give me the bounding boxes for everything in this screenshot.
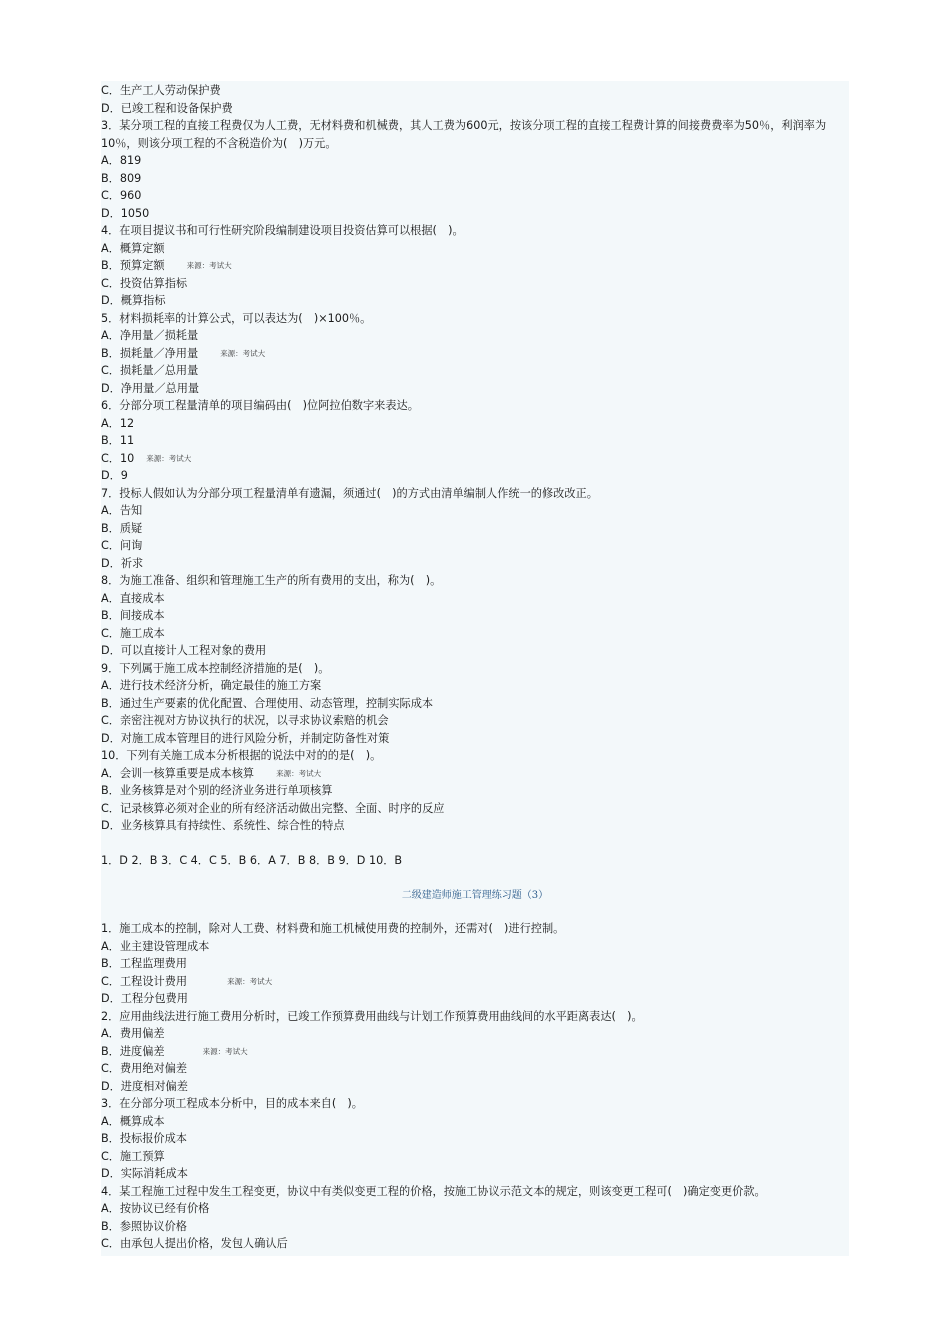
option-line: C．投资估算指标 [101, 276, 188, 290]
option-line: B．间接成本 [101, 609, 165, 622]
question-line: 4．在项目提议书和可行性研究阶段编制建设项目投资估算可以根据( )。 [101, 224, 464, 237]
source-tag: 来源：考试大 [186, 261, 232, 270]
option-line: A．概算成本 [101, 1114, 165, 1128]
option-line: D．净用量／总用量 [101, 381, 200, 395]
option-line: A．净用量／损耗量 [101, 329, 199, 342]
option-line: D．工程分包费用 [101, 992, 188, 1005]
option-line: A．按协议已经有价格 [101, 1202, 210, 1215]
option-line: A．费用偏差 [101, 1027, 165, 1040]
option-line: B．进度偏差 来源：考试大 [101, 1044, 248, 1058]
option-line: B．预算定额 来源：考试大 [101, 259, 232, 272]
option-line: B．损耗量／净用量 来源：考试大 [101, 346, 266, 360]
option-line: A．业主建设管理成本 [101, 939, 210, 953]
option-line: C．960 [101, 189, 142, 202]
option-line: D．概算指标 [101, 294, 166, 307]
option-line: C．问询 [101, 539, 143, 552]
question-line: 6．分部分项工程量清单的项目编码由( )位阿拉伯数字来表达。 [101, 399, 419, 412]
option-line: C．损耗量／总用量 [101, 364, 199, 377]
option-line: B．11 [101, 434, 135, 447]
question-line: 9．下列属于施工成本控制经济措施的是( )。 [101, 661, 330, 675]
option-line: A．会训一核算重要是成本核算 来源：考试大 [101, 766, 322, 780]
answer-key: 1．D 2．B 3．C 4．C 5．B 6．A 7．B 8．B 9．D 10．B [101, 854, 403, 867]
option-line: B．业务核算是对个别的经济业务进行单项核算 [101, 784, 333, 797]
option-line: B．通过生产要素的优化配置、合理使用、动态管理，控制实际成本 [101, 696, 434, 710]
option-line: D．9 [101, 469, 128, 482]
option-line: A．告知 [101, 504, 143, 517]
option-line: D．业务核算具有持续性、系统性、综合性的特点 [101, 819, 345, 832]
source-tag: 来源：考试大 [227, 976, 273, 986]
option-line: D．进度相对偏差 [101, 1079, 188, 1093]
option-line: C．施工成本 [101, 626, 165, 640]
option-line: D．实际消耗成本 [101, 1167, 188, 1180]
option-line: B．809 [101, 171, 142, 185]
question-line: 5．材料损耗率的计算公式，可以表达为( )×100％。 [101, 311, 372, 325]
option-line: C．亲密注视对方协议执行的状况，以寻求协议索赔的机会 [101, 714, 389, 727]
question-line: 10．下列有关施工成本分析根据的说法中对的的是( )。 [101, 749, 382, 762]
option-line: B．工程监理费用 [101, 957, 187, 970]
question-line: 2．应用曲线法进行施工费用分析时，已竣工作预算费用曲线与计划工作预算费用曲线间的水平距离表达( )。 [101, 1009, 643, 1023]
question-line: 3．某分项工程的直接工程费仅为人工费，无材料费和机械费，其人工费为600元，按该分项工程的直接工程费计算的间接费费率为50％，利润率为10％，则该分项工程的不含税造价为( )万元。 [101, 119, 827, 150]
option-line: C．10 来源：考试大 [101, 451, 192, 465]
option-line: C．工程设计费用 来源：考试大 [101, 974, 273, 988]
source-tag: 来源：考试大 [276, 768, 322, 778]
question-line: 1．施工成本的控制，除对人工费、材料费和施工机械使用费的控制外，还需对( )进行控制。 [101, 922, 565, 935]
option-line: B．投标报价成本 [101, 1132, 187, 1145]
option-line: A．进行技术经济分析，确定最佳的施工方案 [101, 679, 322, 692]
section-title: 二级建造师施工管理练习题（3） [401, 890, 549, 901]
option-line: A．直接成本 [101, 591, 165, 605]
option-line: D．祈求 [101, 556, 144, 570]
option-line: C．费用绝对偏差 [101, 1062, 188, 1075]
source-tag: 来源：考试大 [146, 453, 192, 463]
option-line: C．由承包人提出价格，发包人确认后 [101, 1237, 288, 1250]
option-line: C．记录核算必须对企业的所有经济活动做出完整、全面、时序的反应 [101, 801, 445, 815]
option-line: A．概算定额 [101, 241, 165, 255]
option-line: C．施工预算 [101, 1149, 165, 1163]
option-line: A．819 [101, 154, 142, 167]
question-line: 4．某工程施工过程中发生工程变更，协议中有类似变更工程的价格，按施工协议示范文本的规定，则该变更工程可( )确定变更价款。 [101, 1184, 766, 1198]
option-line: A．12 [101, 416, 135, 430]
option-line: D．1050 [101, 206, 150, 220]
question-line: 3．在分部分项工程成本分析中，目的成本来自( )。 [101, 1097, 363, 1110]
option-line: D．已竣工程和设备保护费 [101, 101, 233, 115]
source-tag: 来源：考试大 [220, 348, 266, 358]
question-line: 7．投标人假如认为分部分项工程量清单有遗漏，须通过( )的方式由清单编制人作统一的修改改正。 [101, 486, 598, 500]
source-tag: 来源：考试大 [202, 1046, 248, 1056]
question-line: 8．为施工准备、组织和管理施工生产的所有费用的支出，称为( )。 [101, 574, 442, 587]
option-line: D．对施工成本管理目的进行风险分析，并制定防备性对策 [101, 731, 390, 745]
option-line: D．可以直接计人工程对象的费用 [101, 644, 267, 657]
option-line: B．参照协议价格 [101, 1219, 187, 1233]
option-line: C．生产工人劳动保护费 [101, 84, 221, 97]
option-line: B．质疑 [101, 521, 143, 535]
